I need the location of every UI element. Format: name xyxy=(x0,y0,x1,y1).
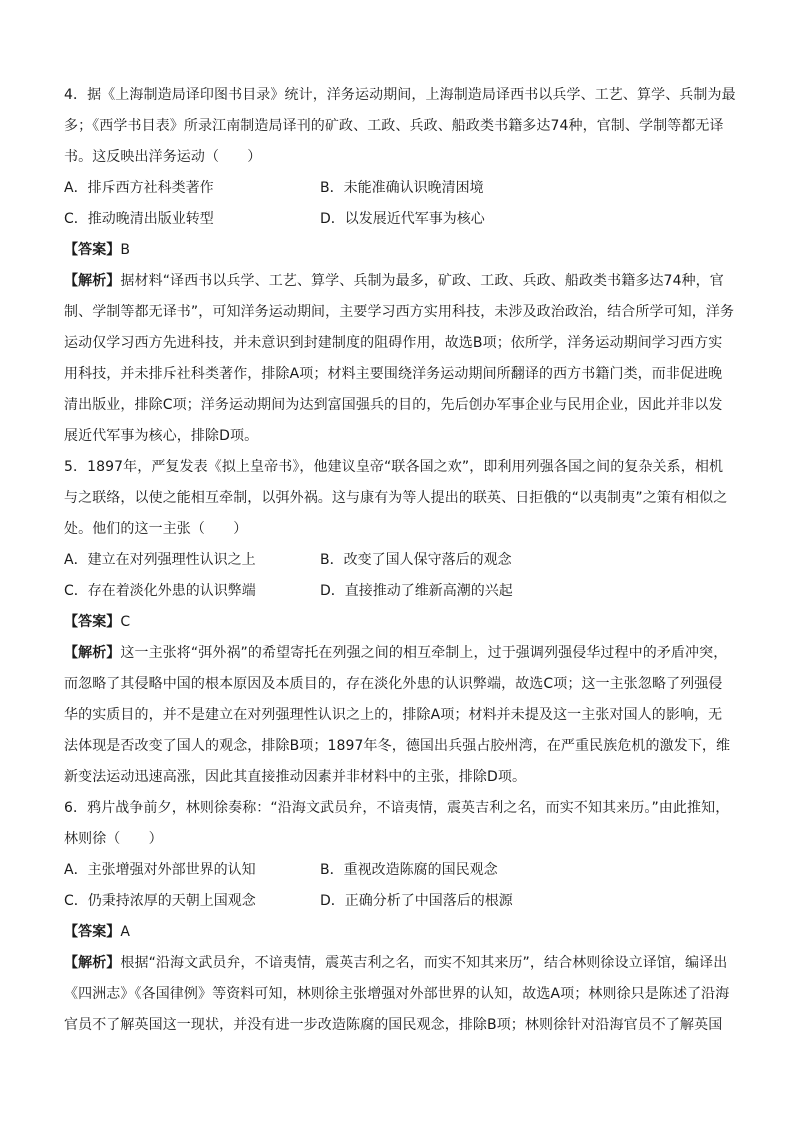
option-c: C．存在着淡化外患的认识弊端 xyxy=(64,583,256,599)
analysis-text: 据材料“译西书以兵学、工艺、算学、兵制为最多，矿政、工政、兵政、船政类书籍多达74种，官 xyxy=(120,273,724,289)
answer-value: C xyxy=(120,614,131,630)
question-stem-line: 4．据《上海制造局译印图书目录》统计，洋务运动期间，上海制造局译西书以兵学、工艺、算学、兵制为最 xyxy=(64,87,736,103)
options-row xyxy=(64,855,740,886)
option-a: A．主张增强对外部世界的认知 xyxy=(64,862,256,878)
option-a: A．排斥西方社科类著作 xyxy=(64,180,214,196)
analysis-line: 用科技，并未排斥社科类著作，排除A项；材料主要围绕洋务运动期间所翻译的西方书籍门类，而非促进晚 xyxy=(64,366,723,382)
analysis-text: 根据“沿海文武员弁，不谙夷情，震英吉利之名，而实不知其来历”，结合林则徐设立译馆，编译出 xyxy=(120,955,728,971)
answer-line xyxy=(64,917,740,948)
question-stem-line: 与之联络，以使之能相互牵制，以弭外祸。这与康有为等人提出的联英、日拒俄的“以夷制夷”之策有相似之 xyxy=(64,490,728,506)
option-a: A．建立在对列强理性认识之上 xyxy=(64,552,256,568)
answer-label: 【答案】 xyxy=(64,242,121,258)
option-d: D．正确分析了中国落后的根源 xyxy=(320,893,513,909)
options-row xyxy=(64,545,740,576)
question-stem-line: 5．1897年，严复发表《拟上皇帝书》，他建议皇帝“联各国之欢”，即利用列强各国之间的复杂关系，相机 xyxy=(64,459,724,475)
option-b: B．重视改造陈腐的国民观念 xyxy=(320,862,498,878)
option-c: C．仍秉持浓厚的天朝上国观念 xyxy=(64,893,256,909)
analysis-line: 运动仅学习西方先进科技，并未意识到封建制度的阻碍作用，故选B项；依所学，洋务运动期间学习西方实 xyxy=(64,335,723,351)
analysis-line: 《四洲志》《各国律例》等资料可知，林则徐主张增强对外部世界的认知，故选A项；林则徐只是陈述了沿海 xyxy=(64,986,730,1002)
options-row xyxy=(64,576,740,607)
question-stem-line: 林则徐（ ） xyxy=(64,831,163,847)
option-c: C．推动晚清出版业转型 xyxy=(64,211,214,227)
analysis-label: 【解析】 xyxy=(64,645,121,661)
options-row xyxy=(64,204,740,235)
question-stem-line: 处。他们的这一主张（ ） xyxy=(64,521,248,537)
analysis-text: 这一主张将“弭外祸”的希望寄托在列强之间的相互牵制上，过于强调列强侵华过程中的矛盾冲突， xyxy=(120,645,728,661)
answer-value: A xyxy=(120,924,131,940)
analysis-line: 展近代军事为核心，排除D项。 xyxy=(64,428,259,444)
analysis-line: 官员不了解英国这一现状，并没有进一步改造陈腐的国民观念，排除B项；林则徐针对沿海官员不了解英国 xyxy=(64,1017,723,1033)
analysis-line xyxy=(64,948,740,979)
analysis-line: 而忽略了其侵略中国的根本原因及本质目的，存在淡化外患的认识弊端，故选C项；这一主张忽略了列强侵 xyxy=(64,676,723,692)
options-row xyxy=(64,886,740,917)
option-d: D．以发展近代军事为核心 xyxy=(320,211,485,227)
option-d: D．直接推动了维新高潮的兴起 xyxy=(320,583,513,599)
document-page xyxy=(64,80,740,1041)
analysis-line: 法体现是否改变了国人的观念，排除B项；1897年冬，德国出兵强占胶州湾，在严重民族危机的激发下，维 xyxy=(64,738,731,754)
answer-value: B xyxy=(120,242,131,258)
analysis-label: 【解析】 xyxy=(64,955,121,971)
analysis-line xyxy=(64,638,740,669)
options-row xyxy=(64,173,740,204)
answer-label: 【答案】 xyxy=(64,614,121,630)
question-stem-line: 多；《西学书目表》所录江南制造局译刊的矿政、工政、兵政、船政类书籍多达74种，官制、学制等都无译 xyxy=(64,118,724,134)
option-b: B．改变了国人保守落后的观念 xyxy=(320,552,512,568)
analysis-label: 【解析】 xyxy=(64,273,121,289)
question-stem-line: 6．鸦片战争前夕，林则徐奏称：“沿海文武员弁，不谙夷情，震英吉利之名，而实不知其来历。”由此推知， xyxy=(64,800,730,816)
answer-line xyxy=(64,607,740,638)
analysis-line: 制、学制等都无译书”，可知洋务运动期间，主要学习西方实用科技，未涉及政治政治，结合所学可知，洋务 xyxy=(64,304,735,320)
analysis-line xyxy=(64,266,740,297)
question-4 xyxy=(64,80,740,452)
analysis-line: 新变法运动迅速高涨，因此其直接推动因素并非材料中的主张，排除D项。 xyxy=(64,769,527,785)
answer-label: 【答案】 xyxy=(64,924,121,940)
answer-line xyxy=(64,235,740,266)
option-b: B．未能准确认识晚清困境 xyxy=(320,180,484,196)
analysis-line: 华的实质目的，并不是建立在对列强理性认识之上的，排除A项；材料并未提及这一主张对国人的影响，无 xyxy=(64,707,723,723)
analysis-line: 清出版业，排除C项；洋务运动期间为达到富国强兵的目的，先后创办军事企业与民用企业，因此并非以发 xyxy=(64,397,723,413)
question-stem-line: 书。这反映出洋务运动（ ） xyxy=(64,149,262,165)
question-6 xyxy=(64,793,740,1041)
question-5 xyxy=(64,452,740,793)
